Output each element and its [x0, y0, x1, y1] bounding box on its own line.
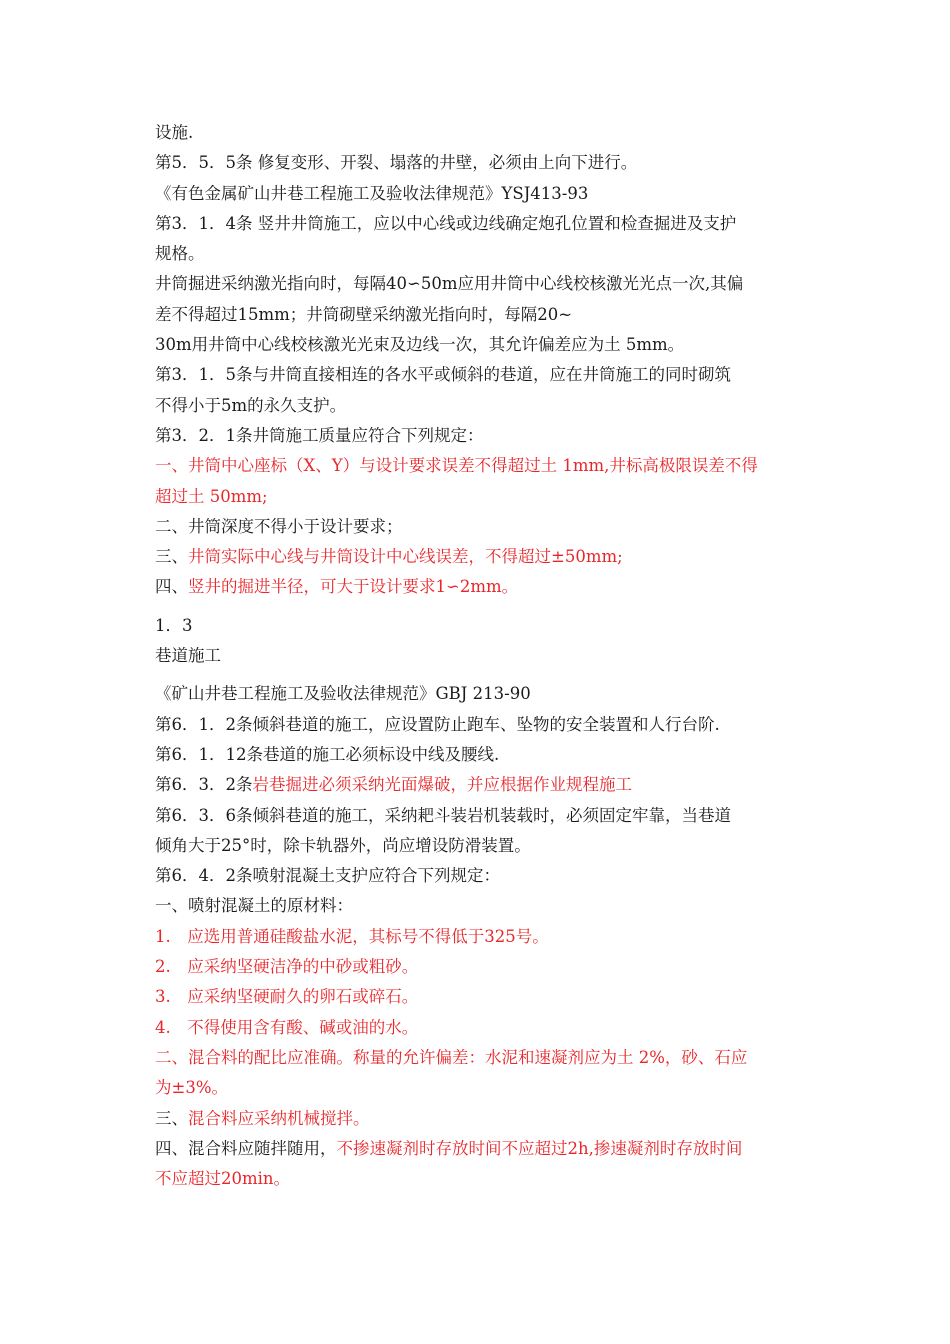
body-text: 一、喷射混凝土的原材料：	[155, 896, 353, 916]
text-line	[155, 542, 805, 572]
body-text: 规格。	[155, 244, 205, 264]
body-text: 30m用井筒中心线校核激光光束及边线一次，其允许偏差应为土 5mm。	[155, 335, 685, 355]
text-line	[155, 300, 805, 330]
body-text: 第3．2．1条井筒施工质量应符合下列规定：	[155, 425, 484, 445]
body-text: 第6．3．2条	[155, 775, 253, 795]
text-line	[155, 451, 805, 481]
highlighted-text: 一、	[155, 456, 188, 476]
body-text: 四、混合料应随拌随用，	[155, 1138, 337, 1158]
highlighted-text: 二、混合料的配比应准确。称量的允许偏差：水泥和速凝剂应为土 2%，砂、石应	[155, 1047, 748, 1067]
highlighted-text: 不掺速凝剂时存放时间不应超过2h,掺速凝剂时存放时间	[336, 1138, 743, 1158]
text-line	[155, 611, 805, 641]
text-line	[155, 641, 805, 671]
body-text: 第6．1．12条巷道的施工必须标设中线及腰线.	[155, 744, 500, 764]
highlighted-text: 不应超过20min。	[155, 1169, 291, 1189]
body-text: 设施.	[155, 123, 194, 142]
highlighted-text: 2. 应采纳坚硬洁净的中砂或粗砂。	[155, 957, 419, 977]
text-line	[155, 1043, 805, 1073]
text-line	[155, 770, 805, 800]
highlighted-text: 4. 不得使用含有酸、碱或油的水。	[155, 1017, 419, 1037]
text-line	[155, 801, 805, 831]
text-line	[155, 148, 805, 178]
body-text: 三、	[155, 1108, 188, 1128]
text-line	[155, 891, 805, 921]
body-text: 差不得超过15mm；井筒砌壁采纳激光指向时，每隔20~	[155, 304, 573, 324]
text-line	[155, 952, 805, 982]
body-text: 《有色金属矿山井巷工程施工及验收法律规范》YSJ413-93	[155, 183, 589, 203]
text-line	[155, 1013, 805, 1043]
text-line	[155, 1164, 805, 1194]
text-line	[155, 512, 805, 542]
text-line	[155, 421, 805, 451]
highlighted-text: 为±3%。	[155, 1078, 229, 1098]
highlighted-text: 混合料应采纳机械搅拌。	[188, 1108, 370, 1128]
paragraph-gap	[155, 671, 805, 679]
text-line	[155, 1104, 805, 1134]
text-line	[155, 1134, 805, 1164]
highlighted-text: 1. 应选用普通硅酸盐水泥，其标号不得低于325号。	[155, 926, 549, 946]
text-line	[155, 239, 805, 269]
body-text: 第5．5．5条 修复变形、开裂、塌落的井壁，必须由上向下进行。	[155, 153, 638, 173]
body-text: 第3．1．4条 竖井井筒施工，应以中心线或边线确定炮孔位置和检查掘进及支护	[155, 213, 737, 233]
document-page	[155, 118, 805, 1194]
text-line	[155, 330, 805, 360]
text-line	[155, 861, 805, 891]
highlighted-text: 岩巷掘进必须采纳光面爆破，并应根据作业规程施工	[252, 775, 632, 795]
text-line	[155, 1073, 805, 1103]
highlighted-text: 3. 应采纳坚硬耐久的卵石或碎石。	[155, 987, 419, 1007]
text-line	[155, 679, 805, 709]
body-text: 不得小于5m的永久支护。	[155, 395, 347, 415]
highlighted-text: 竖井的掘进半径，可大于设计要求1∽2mm。	[188, 577, 519, 597]
text-line	[155, 482, 805, 512]
body-text: 1．3	[155, 615, 193, 635]
text-line	[155, 982, 805, 1012]
highlighted-text: 井筒实际中心线与井筒设计中心线误差，不得超过±50mm;	[188, 547, 623, 567]
body-text: 巷道施工	[155, 646, 221, 666]
body-text: 第6．3．6条倾斜巷道的施工，采纳耙斗装岩机装载时，必须固定牢靠，当巷道	[155, 805, 731, 825]
body-text: 四、	[155, 577, 188, 597]
text-line	[155, 740, 805, 770]
highlighted-text: 井筒中心座标（X、Y）与设计要求误差不得超过土 1mm,井标高极限误差不得	[188, 456, 758, 476]
body-text: 二、井筒深度不得小于设计要求；	[155, 516, 403, 536]
body-text: 第3．1．5条与井筒直接相连的各水平或倾斜的巷道，应在井筒施工的同时砌筑	[155, 365, 731, 385]
text-line	[155, 209, 805, 239]
body-text: 三、	[155, 547, 188, 567]
text-line	[155, 391, 805, 421]
text-line	[155, 179, 805, 209]
body-text: 第6．4．2条喷射混凝土支护应符合下列规定：	[155, 866, 500, 886]
body-text: 井筒掘进采纳激光指向时，每隔40∽50m应用井筒中心线校核激光光点一次,其偏	[155, 274, 744, 294]
text-line	[155, 831, 805, 861]
text-line	[155, 360, 805, 390]
text-line	[155, 710, 805, 740]
text-line	[155, 572, 805, 602]
text-line	[155, 922, 805, 952]
body-text: 倾角大于25°时，除卡轨器外，尚应增设防滑装置。	[155, 835, 531, 855]
text-line	[155, 269, 805, 299]
text-line	[155, 118, 805, 148]
paragraph-gap	[155, 603, 805, 611]
body-text: 第6．1．2条倾斜巷道的施工，应设置防止跑车、坠物的安全装置和人行台阶.	[155, 714, 720, 734]
body-text: 《矿山井巷工程施工及验收法律规范》GBJ 213-90	[155, 684, 531, 704]
highlighted-text: 超过土 50mm;	[155, 486, 268, 506]
